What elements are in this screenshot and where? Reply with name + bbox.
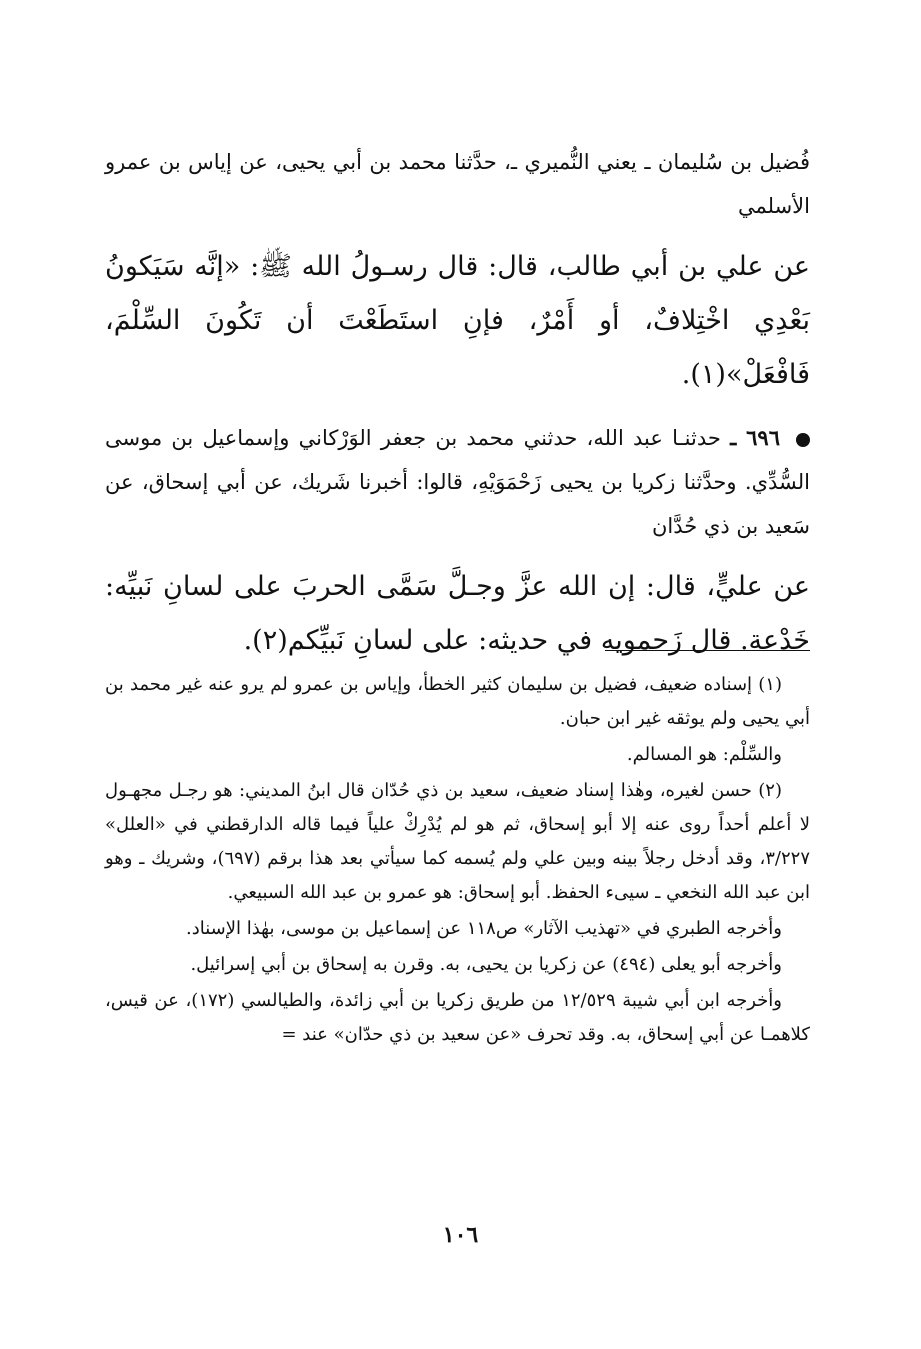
footnotes <box>105 668 810 1054</box>
page-number: ١٠٦ <box>442 1222 479 1248</box>
footnote-1: (١) إسناده ضعيف، فضيل بن سليمان كثير الخطأ، وإياس بن عمرو لم يرو عنه غير محمد بن أبي يحيى ولم يوثقه غير ابن حبان. <box>105 674 810 729</box>
main-text <box>105 140 810 682</box>
hadith-696-isnad: حدثنـا عبد الله، حدثني محمد بن جعفر الوَرْكاني وإسماعيل بن موسى السُّدِّي. وحدَّثنا زكريا بن يحيى زَحْمَوَيْهِ، قالوا: أخبرنا شَريك، عن أبي إسحاق، عن سَعيد بن ذي حُدَّان <box>105 426 810 538</box>
footnote-2: (٢) حسن لغيره، وهٰذا إسناد ضعيف، سعيد بن ذي حُدّان قال ابنُ المديني: هو رجـل مجهـول لا أعلم أحداً روى عنه إلا أبو إسحاق، ثم هو لم يُدْرِكْ علياً فيما قاله الدارقطني في «العلل» ٣/٢٢٧، وقد أدخل رجلاً بينه وبين علي ولم يُسمه كما سيأتي بعد هذا برقم (٦٩٧)، وشريك ـ وهو ابن عبد الله النخعي ـ سيىء الحفظ. أبو إسحاق: هو عمرو بن عبد الله السبيعي. <box>105 780 811 903</box>
hadith-696-matn: عن عليٍّ، قال: إن الله عزَّ وجـلَّ سَمَّى الحربَ على لسانِ نَبيِّه: خَدْعة. قال زَحمويه في حديثه: على لسانِ نَبيِّكم(٢). <box>105 571 810 656</box>
footnote-2-abu-yala: وأخرجه أبو يعلى (٤٩٤) عن زكريا بن يحيى، به. وقرن به إسحاق بن أبي إسرائيل. <box>190 954 782 975</box>
bullet-icon <box>796 433 810 447</box>
footnote-1-gloss: والسِّلْم: هو المسالم. <box>626 744 782 765</box>
footnote-2-ibn-abi-shaybah: وأخرجه ابن أبي شيبة ١٢/٥٢٩ من طريق زكريا بن أبي زائدة، والطيالسي (١٧٢)، عن قيس، كلاهمـا عن أبي إسحاق، به. وقد تحرف «عن سعيد بن ذي حدّان» عند = <box>105 990 810 1045</box>
hadith-695-matn: عن علي بن أبي طالب، قال: قال رسـولُ الله ﷺ: «إنَّه سَيَكونُ بَعْدِي اخْتِلافٌ، أو أَمْرٌ، فإنِ استَطَعْتَ أن تَكُونَ السِّلْمَ، فَافْعَلْ»(١). <box>105 251 810 390</box>
hadith-695-isnad: فُضيل بن سُليمان ـ يعني النُّميري ـ، حدَّثنا محمد بن أبي يحيى، عن إياس بن عمرو الأسلمي <box>105 150 810 218</box>
footnote-divider <box>605 650 810 651</box>
hadith-696-isnad-block <box>105 416 810 548</box>
footnote-2-tabari: وأخرجه الطبري في «تهذيب الآثار» ص١١٨ عن إسماعيل بن موسى، بهٰذا الإسناد. <box>185 918 782 939</box>
hadith-number: ٦٩٦ ـ <box>730 425 780 450</box>
